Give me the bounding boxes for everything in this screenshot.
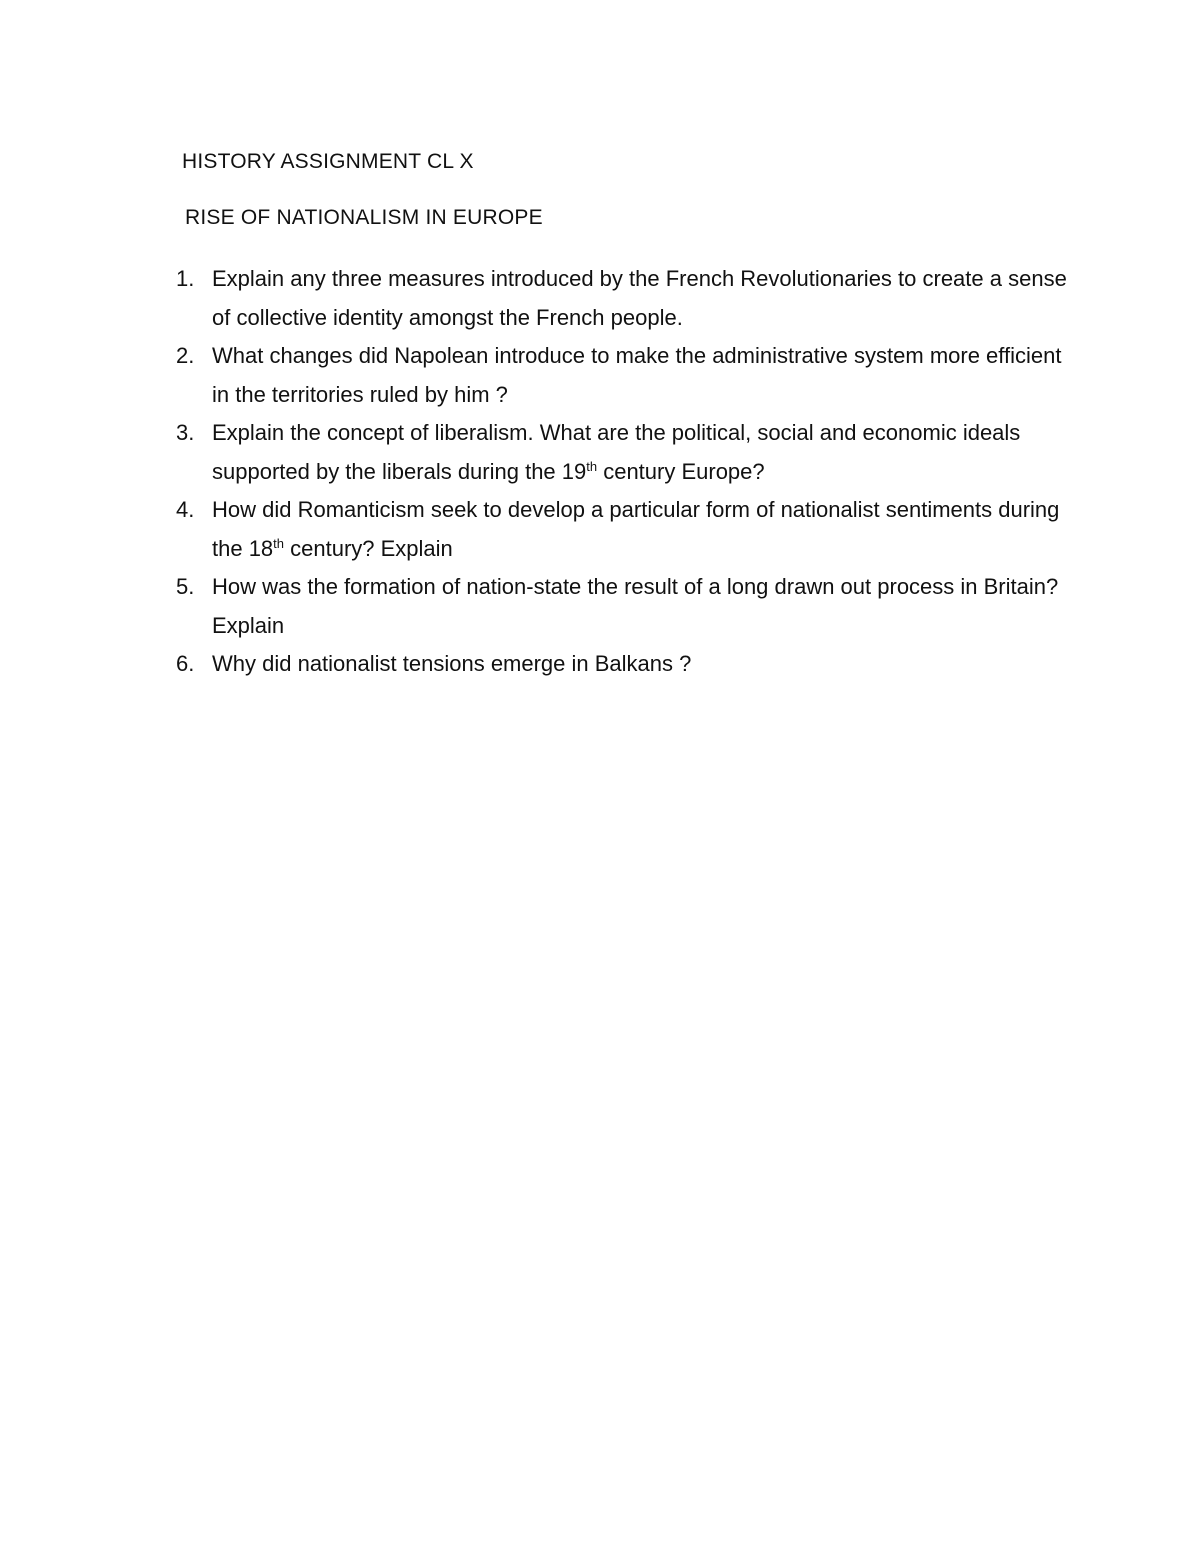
question-text: What changes did Napolean introduce to make the administrative system more efficient in the territories ruled by him ?	[212, 343, 1062, 407]
question-number: 5.	[176, 574, 195, 599]
question-item-1	[172, 260, 1072, 337]
chapter-title: RISE OF NATIONALISM IN EUROPE	[185, 206, 543, 229]
assignment-title: HISTORY ASSIGNMENT CL X	[182, 150, 474, 173]
question-item-4	[172, 491, 1072, 568]
question-item-6	[172, 645, 1072, 684]
question-text: Explain any three measures introduced by the French Revolutionaries to create a sense of collective identity amongst the French people.	[212, 266, 1067, 330]
question-number: 6.	[176, 651, 195, 676]
question-number: 2.	[176, 343, 195, 368]
question-item-3	[172, 414, 1072, 491]
question-number: 3.	[176, 420, 195, 445]
question-item-2	[172, 337, 1072, 414]
question-text: How was the formation of nation-state the result of a long drawn out process in Britain? Explain	[212, 574, 1059, 638]
question-text: Why did nationalist tensions emerge in Balkans ?	[212, 651, 692, 676]
question-item-5	[172, 568, 1072, 645]
question-number: 1.	[176, 266, 195, 291]
question-text: Explain the concept of liberalism. What are the political, social and economic ideals supported by the liberals during the 19th century Europe?	[212, 420, 1021, 484]
ordinal-superscript: th	[273, 535, 285, 551]
question-text: How did Romanticism seek to develop a particular form of nationalist sentiments during the 18th century? Explain	[212, 497, 1060, 561]
ordinal-superscript: th	[586, 458, 598, 474]
question-number: 4.	[176, 497, 195, 522]
question-list	[172, 260, 1072, 684]
